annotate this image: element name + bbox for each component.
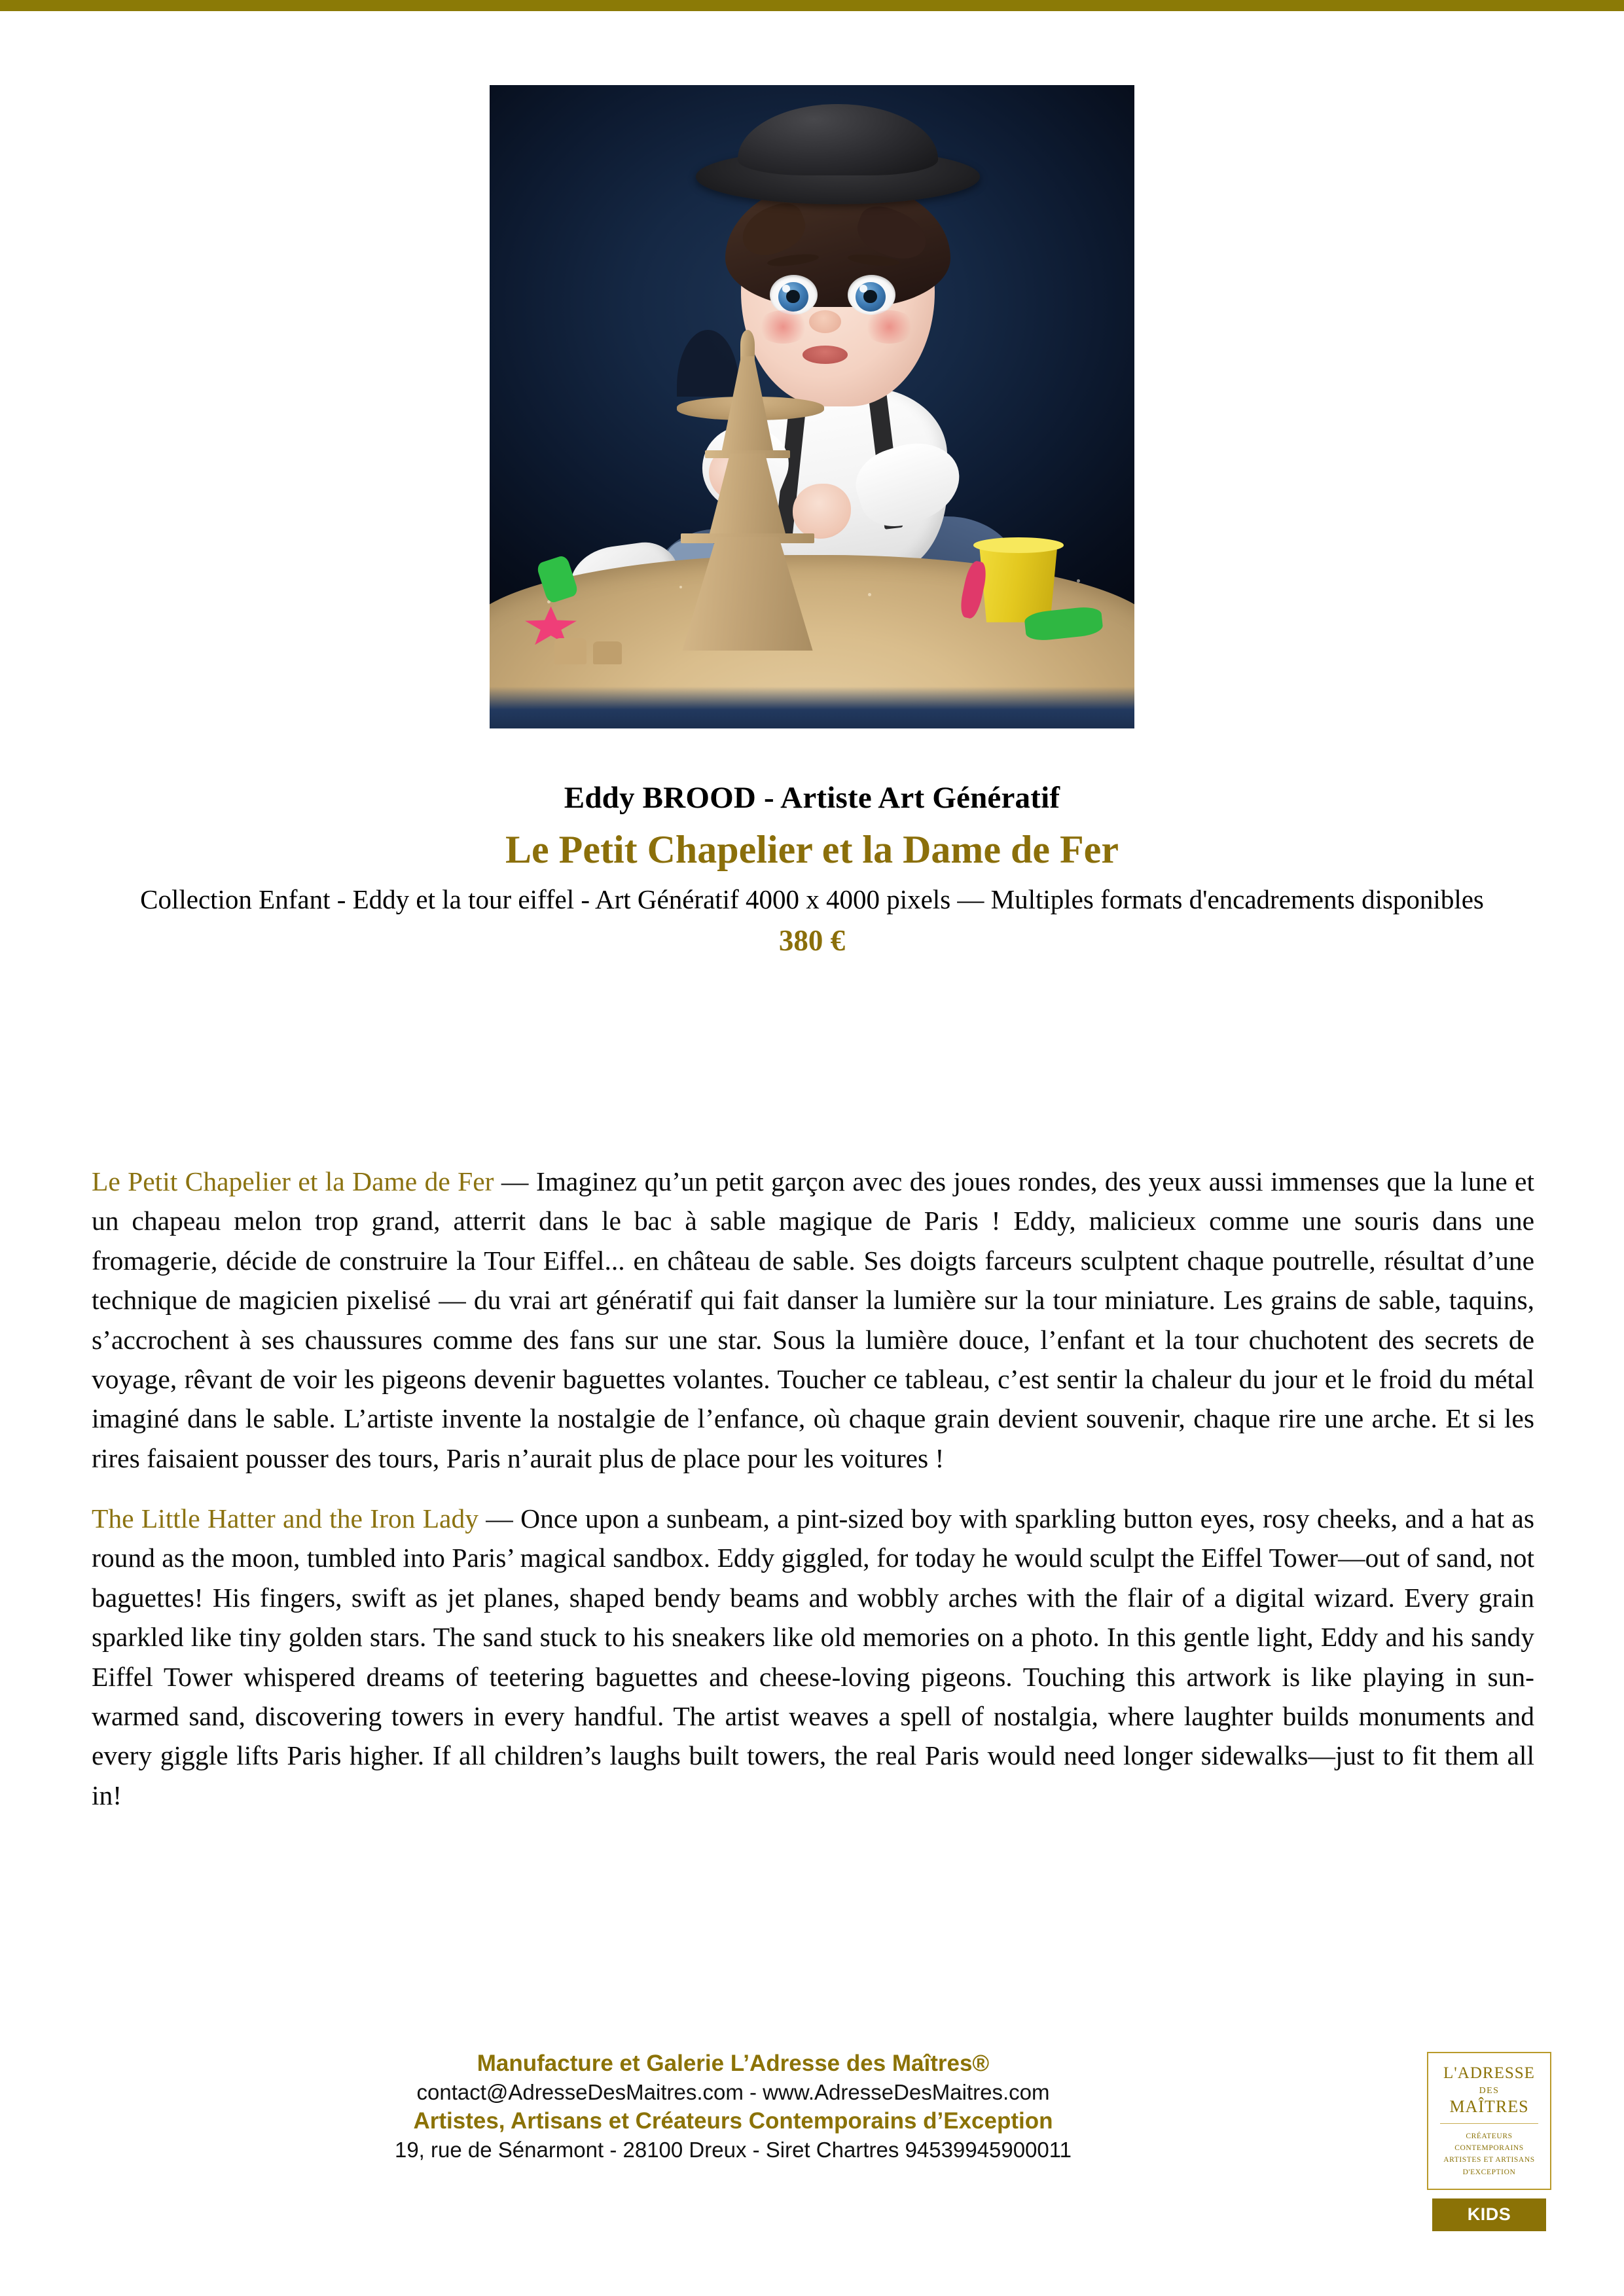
- brand-logo-divider: [1440, 2123, 1538, 2124]
- brand-logo-sub3: D'EXCEPTION: [1462, 2168, 1516, 2176]
- bowler-hat-crown-shape: [738, 104, 937, 175]
- paragraph-en-text: — Once upon a sunbeam, a pint-sized boy with sparkling button eyes, rosy cheeks, and a hat as round as the moon, tumbled into Paris’ magical sandbox. Eddy giggled, for today he would sculpt the Eiffel Tower—out of sand, not baguettes! His fingers, swift as jet planes, shaped bendy beams and wobbly arches with the flair of a digital wizard. Every grain sparkled like tiny golden stars. The sand stuck to his sneakers like old memories on a photo. In this gentle light, Eddy and his sandy Eiffel Tower whispered dreams of teetering baguettes and cheese-loving pigeons. Touching this artwork is like playing in sun-warmed sand, discovering towers in every handful. The artist weaves a spell of nostalgia, where laughter builds monuments and every giggle lifts Paris higher. If all children’s laughs built towers, the real Paris would need longer sidewalks—just to fit them all in!: [92, 1503, 1534, 1810]
- heading-block: [92, 780, 1532, 958]
- cheek-right-shape: [863, 310, 915, 344]
- eye-glint-left-shape: [782, 285, 790, 293]
- artwork-figure: [490, 85, 1134, 728]
- brand-logo-line2: DES: [1479, 2085, 1500, 2096]
- price-label: 380 €: [778, 924, 846, 958]
- tower-middle-shape: [708, 454, 787, 541]
- footer-address: 19, rue de Sénarmont - 28100 Dreux - Siret Chartres 94539945900011: [394, 2137, 1072, 2162]
- sand-lump-b-shape: [593, 641, 622, 664]
- tower-arch-shape: [677, 330, 739, 397]
- eye-glint-right-shape: [859, 285, 867, 293]
- brand-logo-line3: MAÎTRES: [1449, 2096, 1529, 2116]
- tower-base-shape: [682, 537, 812, 651]
- footer-contact[interactable]: contact@AdresseDesMaitres.com - www.AdresseDesMaitres.com: [416, 2079, 1050, 2104]
- floor-edge-shape: [490, 687, 1134, 728]
- paragraph-fr: [92, 1162, 1534, 1478]
- page-title: Le Petit Chapelier et la Dame de Fer: [505, 828, 1119, 872]
- tower-spire-shape: [740, 330, 755, 360]
- paragraph-fr-text: — Imaginez qu’un petit garçon avec des joues rondes, des yeux aussi immenses que la lune et un chapeau melon trop grand, atterrit dans le bac à sable magique de Paris ! Eddy, malicieux comme une souris dans une fromagerie, décide de construire la Tour Eiffel... en château de sable. Ses doigts farceurs sculptent chaque poutrelle, résultat d’une technique de magicien pixelisé — du vrai art génératif qui fait danser la lumière sur la tour miniature. Les grains de sable, taquins, s’accrochent à ses chaussures comme des fans sur une star. Sous la lumière douce, l’enfant et la tour chuchotent des secrets de voyage, rêvant de voir les pigeons devenir baguettes volantes. Toucher ce tableau, c’est sentir la chaleur du jour et le froid du métal imaginé dans le sable. L’artiste invente la nostalgie de l’enfance, où chaque grain devient souvenir, chaque rire une arche. Et si les rires faisaient pousser des tours, Paris n’aurait plus de place pour les voitures !: [92, 1166, 1534, 1473]
- paragraph-en-lead: The Little Hatter and the Iron Lady: [92, 1503, 478, 1534]
- sand-lump-a-shape: [554, 638, 586, 664]
- artwork-image: [490, 85, 1134, 728]
- brand-logo-line1: L'ADRESSE: [1443, 2064, 1535, 2082]
- sand-speck: [1077, 579, 1080, 583]
- footer-company-name: Manufacture et Galerie L’Adresse des Maîtres®: [477, 2051, 990, 2076]
- brand-logo-sub1: CRÉATEURS CONTEMPORAINS: [1454, 2132, 1524, 2153]
- footer-tagline: Artistes, Artisans et Créateurs Contemporains d’Exception: [413, 2108, 1053, 2134]
- sand-speck: [868, 593, 871, 596]
- sand-eiffel-tower-shape: [677, 330, 819, 664]
- paragraph-fr-lead: Le Petit Chapelier et la Dame de Fer: [92, 1166, 494, 1196]
- paragraph-en: [92, 1499, 1534, 1815]
- brand-logo-box: [1427, 2052, 1551, 2190]
- kids-badge: KIDS: [1432, 2198, 1546, 2231]
- top-gold-bar: [0, 0, 1624, 11]
- work-subtitle: Collection Enfant - Eddy et la tour eiffel - Art Génératif 4000 x 4000 pixels — Multiples formats d'encadrements disponibles: [140, 884, 1484, 915]
- brand-logo-sub2: ARTISTES ET ARTISANS: [1443, 2156, 1535, 2164]
- artist-name: Eddy BROOD - Artiste Art Génératif: [564, 781, 1060, 815]
- bucket-rim-shape: [973, 537, 1064, 553]
- brand-logo: [1427, 2052, 1551, 2231]
- footer: [92, 2049, 1375, 2164]
- description-block: [92, 1162, 1534, 1815]
